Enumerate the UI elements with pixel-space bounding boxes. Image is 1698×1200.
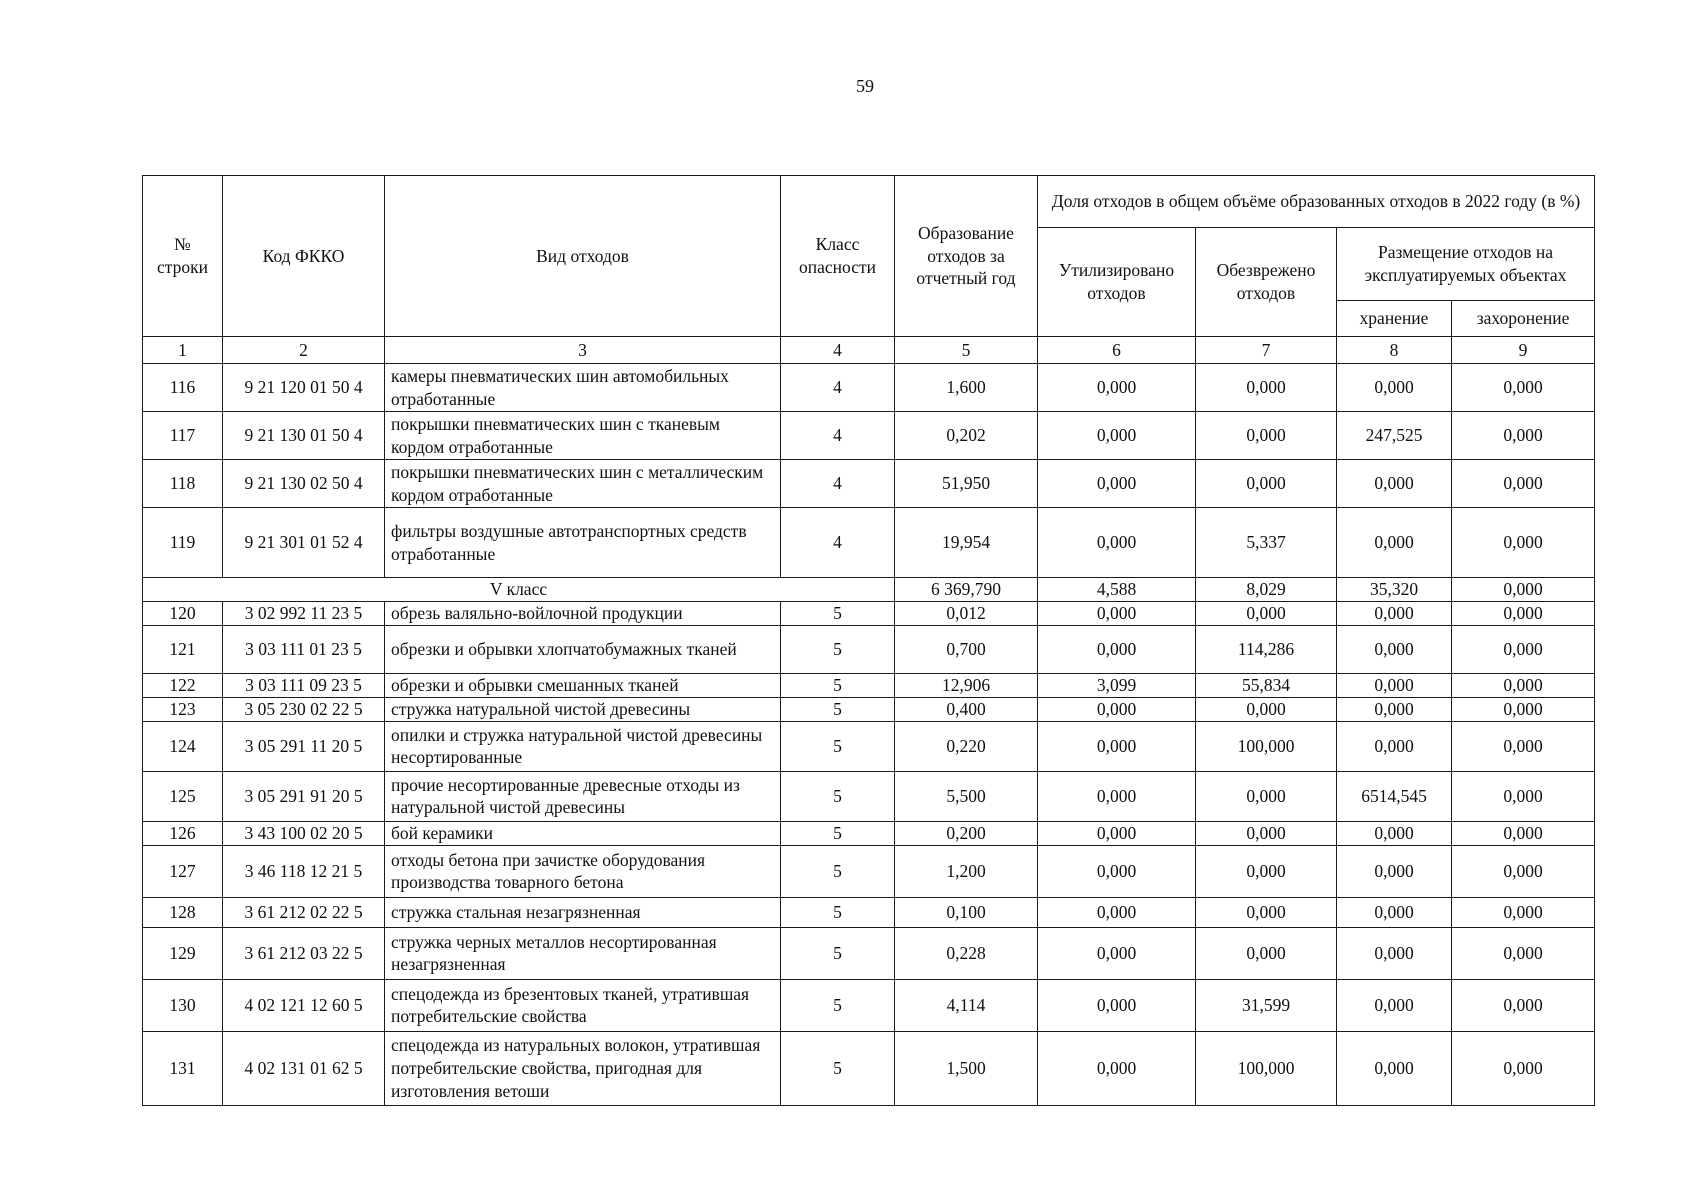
table-row: [143, 460, 1595, 508]
generated-value: 19,954: [895, 508, 1038, 578]
neutralized-value: 0,000: [1196, 412, 1337, 460]
utilized-value: 0,000: [1038, 364, 1196, 412]
hazard-class: 5: [781, 697, 895, 721]
waste-name: стружка стальная незагрязненная: [385, 897, 781, 927]
column-number: 6: [1038, 337, 1196, 364]
neutralized-value: 0,000: [1196, 845, 1337, 897]
utilized-value: 0,000: [1038, 721, 1196, 771]
table-row: [143, 821, 1595, 845]
column-number: 5: [895, 337, 1038, 364]
fkko-code: 3 46 118 12 21 5: [223, 845, 385, 897]
generated-value: 0,100: [895, 897, 1038, 927]
header-placement-group: Размещение отходов на эксплуатируемых объектах: [1337, 228, 1595, 301]
neutralized-value: 55,834: [1196, 673, 1337, 697]
column-number: 9: [1452, 337, 1595, 364]
generated-value: 0,700: [895, 625, 1038, 673]
fkko-code: 4 02 121 12 60 5: [223, 979, 385, 1031]
generated-value: 51,950: [895, 460, 1038, 508]
generated-value: 0,400: [895, 697, 1038, 721]
storage-value: 0,000: [1337, 601, 1452, 625]
table-row: [143, 601, 1595, 625]
row-number: 128: [143, 897, 223, 927]
class-summary-row: [143, 578, 1595, 602]
class-summary: [143, 578, 1595, 602]
utilized-value: 0,000: [1038, 979, 1196, 1031]
burial-value: 0,000: [1452, 979, 1595, 1031]
row-number: 123: [143, 697, 223, 721]
storage-value: 0,000: [1337, 897, 1452, 927]
header-waste-type: Вид отходов: [385, 176, 781, 337]
row-number: 127: [143, 845, 223, 897]
row-number: 124: [143, 721, 223, 771]
class-burial: 0,000: [1452, 578, 1595, 602]
class-label: V класс: [143, 578, 895, 602]
waste-name: фильтры воздушные автотранспортных средств отработанные: [385, 508, 781, 578]
table-row: [143, 697, 1595, 721]
hazard-class: 5: [781, 721, 895, 771]
waste-name: обрезь валяльно-войлочной продукции: [385, 601, 781, 625]
hazard-class: 5: [781, 927, 895, 979]
neutralized-value: 0,000: [1196, 821, 1337, 845]
header-neutralized: Обезврежено отходов: [1196, 228, 1337, 337]
waste-name: спецодежда из натуральных волокон, утратившая потребительские свойства, пригодная для изготовления ветоши: [385, 1031, 781, 1105]
table-row: [143, 845, 1595, 897]
burial-value: 0,000: [1452, 460, 1595, 508]
storage-value: 0,000: [1337, 1031, 1452, 1105]
storage-value: 0,000: [1337, 508, 1452, 578]
page-number: 59: [856, 76, 874, 96]
utilized-value: 0,000: [1038, 897, 1196, 927]
neutralized-value: 100,000: [1196, 1031, 1337, 1105]
hazard-class: 5: [781, 821, 895, 845]
fkko-code: 9 21 130 02 50 4: [223, 460, 385, 508]
row-number: 121: [143, 625, 223, 673]
generated-value: 1,600: [895, 364, 1038, 412]
column-number: 7: [1196, 337, 1337, 364]
fkko-code: 9 21 120 01 50 4: [223, 364, 385, 412]
row-number: 126: [143, 821, 223, 845]
header-row-no: № строки: [143, 176, 223, 337]
generated-value: 12,906: [895, 673, 1038, 697]
fkko-code: 9 21 301 01 52 4: [223, 508, 385, 578]
neutralized-value: 0,000: [1196, 771, 1337, 821]
neutralized-value: 0,000: [1196, 897, 1337, 927]
table-body-class-4: [143, 364, 1595, 578]
utilized-value: 0,000: [1038, 1031, 1196, 1105]
neutralized-value: 0,000: [1196, 460, 1337, 508]
storage-value: 0,000: [1337, 625, 1452, 673]
burial-value: 0,000: [1452, 508, 1595, 578]
generated-value: 0,012: [895, 601, 1038, 625]
table-row: [143, 625, 1595, 673]
waste-name: спецодежда из брезентовых тканей, утратившая потребительские свойства: [385, 979, 781, 1031]
fkko-code: 3 05 291 91 20 5: [223, 771, 385, 821]
class-generated: 6 369,790: [895, 578, 1038, 602]
neutralized-value: 31,599: [1196, 979, 1337, 1031]
column-number-row: [143, 337, 1595, 364]
burial-value: 0,000: [1452, 601, 1595, 625]
hazard-class: 5: [781, 1031, 895, 1105]
header-burial: захоронение: [1452, 301, 1595, 337]
column-number: 8: [1337, 337, 1452, 364]
table-row: [143, 979, 1595, 1031]
generated-value: 0,220: [895, 721, 1038, 771]
fkko-code: 3 61 212 02 22 5: [223, 897, 385, 927]
burial-value: 0,000: [1452, 364, 1595, 412]
generated-value: 1,200: [895, 845, 1038, 897]
hazard-class: 4: [781, 508, 895, 578]
neutralized-value: 114,286: [1196, 625, 1337, 673]
burial-value: 0,000: [1452, 821, 1595, 845]
waste-name: стружка натуральной чистой древесины: [385, 697, 781, 721]
hazard-class: 5: [781, 625, 895, 673]
utilized-value: 0,000: [1038, 460, 1196, 508]
hazard-class: 4: [781, 364, 895, 412]
utilized-value: 3,099: [1038, 673, 1196, 697]
storage-value: 0,000: [1337, 697, 1452, 721]
fkko-code: 3 61 212 03 22 5: [223, 927, 385, 979]
generated-value: 0,200: [895, 821, 1038, 845]
fkko-code: 3 03 111 01 23 5: [223, 625, 385, 673]
table-header: [143, 176, 1595, 364]
row-number: 116: [143, 364, 223, 412]
storage-value: 0,000: [1337, 364, 1452, 412]
hazard-class: 5: [781, 979, 895, 1031]
generated-value: 0,202: [895, 412, 1038, 460]
table-row: [143, 897, 1595, 927]
hazard-class: 4: [781, 412, 895, 460]
waste-name: опилки и стружка натуральной чистой древесины несортированные: [385, 721, 781, 771]
burial-value: 0,000: [1452, 1031, 1595, 1105]
table-row: [143, 412, 1595, 460]
row-number: 125: [143, 771, 223, 821]
burial-value: 0,000: [1452, 897, 1595, 927]
class-storage: 35,320: [1337, 578, 1452, 602]
class-utilized: 4,588: [1038, 578, 1196, 602]
column-number: 1: [143, 337, 223, 364]
storage-value: 6514,545: [1337, 771, 1452, 821]
table-row: [143, 673, 1595, 697]
generated-value: 1,500: [895, 1031, 1038, 1105]
fkko-code: 3 05 230 02 22 5: [223, 697, 385, 721]
utilized-value: 0,000: [1038, 927, 1196, 979]
utilized-value: 0,000: [1038, 508, 1196, 578]
burial-value: 0,000: [1452, 721, 1595, 771]
utilized-value: 0,000: [1038, 412, 1196, 460]
utilized-value: 0,000: [1038, 845, 1196, 897]
storage-value: 247,525: [1337, 412, 1452, 460]
table-row: [143, 1031, 1595, 1105]
neutralized-value: 100,000: [1196, 721, 1337, 771]
hazard-class: 4: [781, 460, 895, 508]
hazard-class: 5: [781, 771, 895, 821]
neutralized-value: 0,000: [1196, 601, 1337, 625]
waste-name: обрезки и обрывки смешанных тканей: [385, 673, 781, 697]
neutralized-value: 0,000: [1196, 364, 1337, 412]
fkko-code: 9 21 130 01 50 4: [223, 412, 385, 460]
header-hazard-class: Класс опасности: [781, 176, 895, 337]
utilized-value: 0,000: [1038, 821, 1196, 845]
utilized-value: 0,000: [1038, 625, 1196, 673]
burial-value: 0,000: [1452, 771, 1595, 821]
column-number: 3: [385, 337, 781, 364]
neutralized-value: 0,000: [1196, 697, 1337, 721]
fkko-code: 3 02 992 11 23 5: [223, 601, 385, 625]
header-share-group: Доля отходов в общем объёме образованных отходов в 2022 году (в %): [1038, 176, 1595, 228]
fkko-code: 3 05 291 11 20 5: [223, 721, 385, 771]
table-row: [143, 508, 1595, 578]
row-number: 130: [143, 979, 223, 1031]
burial-value: 0,000: [1452, 927, 1595, 979]
burial-value: 0,000: [1452, 412, 1595, 460]
waste-table: [142, 175, 1595, 1106]
fkko-code: 3 03 111 09 23 5: [223, 673, 385, 697]
storage-value: 0,000: [1337, 721, 1452, 771]
waste-name: бой керамики: [385, 821, 781, 845]
storage-value: 0,000: [1337, 979, 1452, 1031]
row-number: 118: [143, 460, 223, 508]
burial-value: 0,000: [1452, 625, 1595, 673]
waste-name: отходы бетона при зачистке оборудования производства товарного бетона: [385, 845, 781, 897]
row-number: 131: [143, 1031, 223, 1105]
header-generated: Образование отходов за отчетный год: [895, 176, 1038, 337]
header-code: Код ФККО: [223, 176, 385, 337]
row-number: 120: [143, 601, 223, 625]
neutralized-value: 5,337: [1196, 508, 1337, 578]
storage-value: 0,000: [1337, 821, 1452, 845]
table-body-class-5: [143, 601, 1595, 1105]
column-number: 2: [223, 337, 385, 364]
waste-name: покрышки пневматических шин с тканевым кордом отработанные: [385, 412, 781, 460]
waste-name: прочие несортированные древесные отходы из натуральной чистой древесины: [385, 771, 781, 821]
hazard-class: 5: [781, 897, 895, 927]
row-number: 117: [143, 412, 223, 460]
waste-name: стружка черных металлов несортированная незагрязненная: [385, 927, 781, 979]
fkko-code: 3 43 100 02 20 5: [223, 821, 385, 845]
burial-value: 0,000: [1452, 697, 1595, 721]
row-number: 119: [143, 508, 223, 578]
row-number: 129: [143, 927, 223, 979]
neutralized-value: 0,000: [1196, 927, 1337, 979]
hazard-class: 5: [781, 845, 895, 897]
storage-value: 0,000: [1337, 460, 1452, 508]
waste-name: обрезки и обрывки хлопчатобумажных тканей: [385, 625, 781, 673]
utilized-value: 0,000: [1038, 771, 1196, 821]
storage-value: 0,000: [1337, 673, 1452, 697]
table-row: [143, 721, 1595, 771]
generated-value: 4,114: [895, 979, 1038, 1031]
generated-value: 0,228: [895, 927, 1038, 979]
row-number: 122: [143, 673, 223, 697]
utilized-value: 0,000: [1038, 601, 1196, 625]
header-storage: хранение: [1337, 301, 1452, 337]
storage-value: 0,000: [1337, 927, 1452, 979]
table-row: [143, 364, 1595, 412]
hazard-class: 5: [781, 601, 895, 625]
column-number: 4: [781, 337, 895, 364]
burial-value: 0,000: [1452, 845, 1595, 897]
generated-value: 5,500: [895, 771, 1038, 821]
class-neutralized: 8,029: [1196, 578, 1337, 602]
storage-value: 0,000: [1337, 845, 1452, 897]
utilized-value: 0,000: [1038, 697, 1196, 721]
table-row: [143, 927, 1595, 979]
table-row: [143, 771, 1595, 821]
waste-name: камеры пневматических шин автомобильных отработанные: [385, 364, 781, 412]
waste-name: покрышки пневматических шин с металлическим кордом отработанные: [385, 460, 781, 508]
fkko-code: 4 02 131 01 62 5: [223, 1031, 385, 1105]
hazard-class: 5: [781, 673, 895, 697]
header-utilized: Утилизировано отходов: [1038, 228, 1196, 337]
burial-value: 0,000: [1452, 673, 1595, 697]
